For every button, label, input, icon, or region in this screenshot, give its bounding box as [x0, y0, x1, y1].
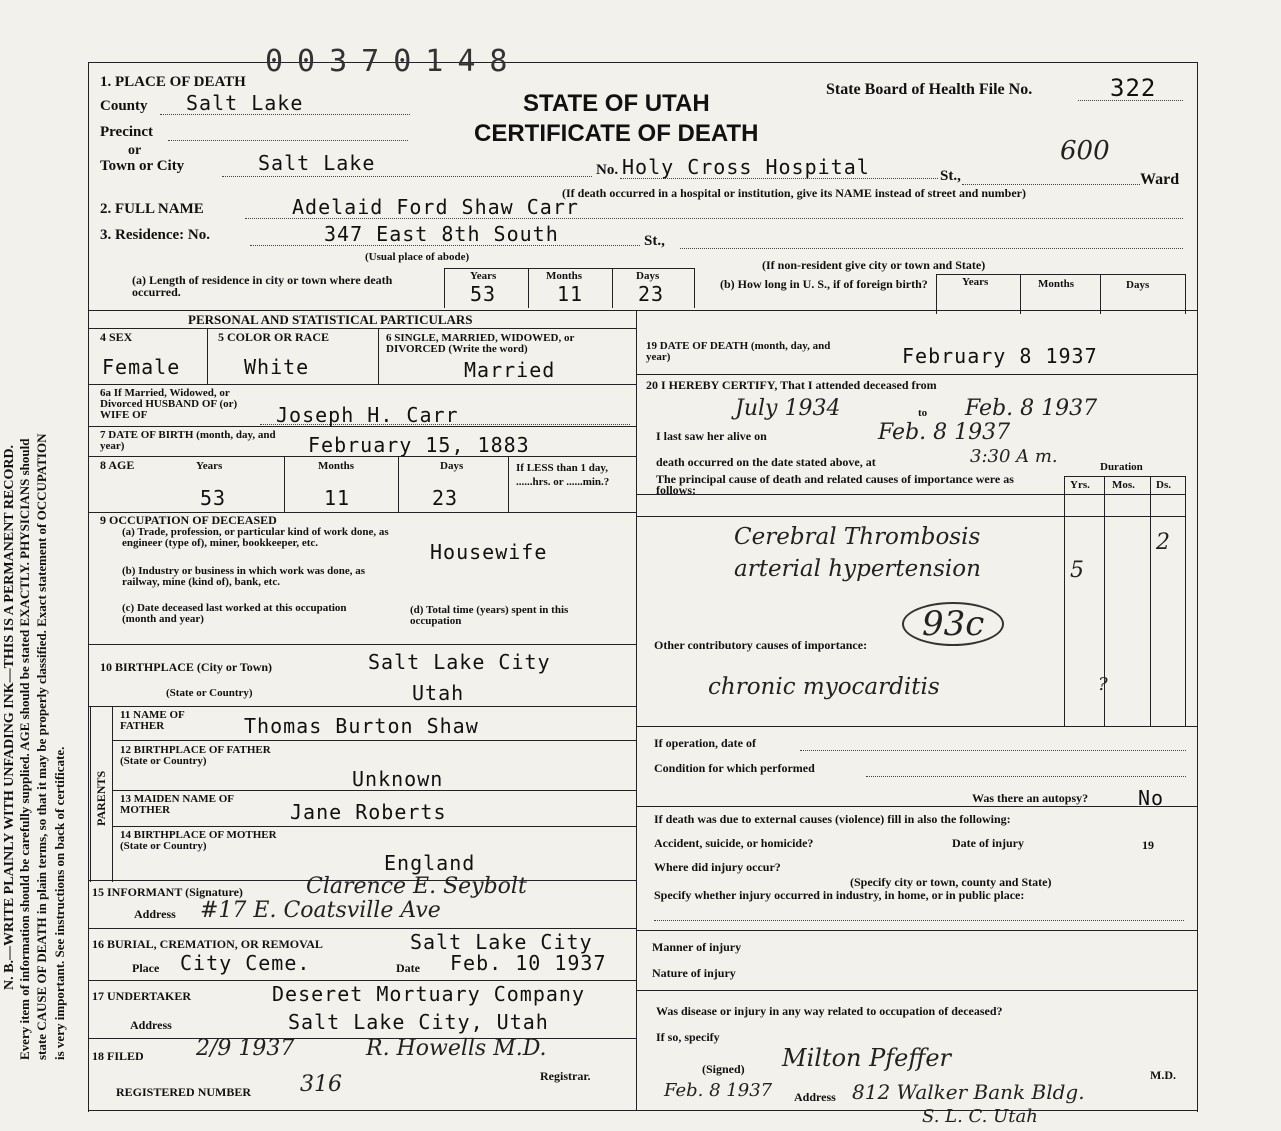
last-saw-value: Feb. 8 1937	[878, 420, 1011, 445]
attended-from: July 1934	[735, 396, 841, 421]
marital-label: 6 SINGLE, MARRIED, WIDOWED, or DIVORCED (Write the word)	[386, 332, 575, 355]
physician-city: S. L. C. Utah	[922, 1106, 1038, 1127]
filed-label: 18 FILED	[92, 1049, 144, 1063]
dod-value: February 8 1937	[902, 344, 1098, 368]
dob-value: February 15, 1883	[308, 433, 530, 457]
time-value: 3:30 A m.	[970, 446, 1058, 467]
undertaker-address: Salt Lake City, Utah	[288, 1010, 549, 1034]
res-years-label: Years	[470, 270, 497, 282]
residence-value: 347 East 8th South	[324, 222, 559, 246]
cause-code: 93c	[902, 602, 1004, 646]
md-label: M.D.	[1150, 1068, 1176, 1082]
sign-date: Feb. 8 1937	[664, 1080, 773, 1101]
registered-number-label: REGISTERED NUMBER	[116, 1085, 252, 1099]
burial-label: 16 BURIAL, CREMATION, OR REMOVAL	[92, 937, 323, 951]
manner-label: Manner of injury	[652, 940, 742, 954]
nature-label: Nature of injury	[652, 966, 736, 980]
dod-label: 19 DATE OF DEATH (month, day, and year)	[646, 340, 831, 363]
occupation-question: Was disease or injury in any way related to occupation of deceased?	[656, 1004, 1003, 1018]
contributory-value: chronic myocarditis	[708, 674, 940, 700]
less-than-label: If LESS than 1 day, ......hrs. or ......min.?	[516, 462, 610, 488]
occupation-value: Housewife	[430, 540, 548, 564]
cause-2: arterial hypertension	[734, 556, 981, 582]
age-years-label: Years	[196, 460, 223, 472]
registrar-label: Registrar.	[540, 1069, 591, 1083]
occupation-label: 9 OCCUPATION OF DECEASED	[100, 513, 277, 527]
precinct-label: Precinct	[100, 124, 154, 140]
condition-label: Condition for which performed	[654, 761, 815, 775]
state-title: STATE OF UTAH	[523, 90, 710, 117]
marital-value: Married	[464, 358, 556, 382]
occupation-a: (a) Trade, profession, or particular kind of work done, as engineer (type of), miner, bookkeeper, etc.	[122, 526, 389, 549]
industry-label: Specify whether injury occurred in industry, in home, or in public place:	[654, 888, 1025, 902]
foreign-months-label: Months	[1038, 278, 1075, 290]
serial-number: 00370148	[265, 44, 522, 79]
burial-place: Salt Lake City	[410, 930, 593, 954]
where-note: (Specify city or town, county and State)	[850, 875, 1052, 889]
father-label: 11 NAME OF FATHER	[120, 709, 185, 732]
duration-ds-label: Ds.	[1156, 479, 1171, 491]
foreign-days-label: Days	[1126, 279, 1150, 291]
color-value: White	[244, 355, 310, 379]
father-birthplace-value: Unknown	[352, 767, 444, 791]
color-label: 5 COLOR OR RACE	[218, 330, 330, 344]
foreign-years-label: Years	[962, 276, 989, 288]
res-days-label: Days	[636, 270, 660, 282]
undertaker-label: 17 UNDERTAKER	[92, 989, 192, 1003]
res-years-value: 53	[470, 282, 497, 306]
st-label: St.,	[940, 168, 961, 184]
registered-number-value: 316	[300, 1072, 342, 1097]
side-note-line2: Every item of information should be carefully supplied. AGE should be stated EXACTLY. PHYSICIANS should	[17, 438, 32, 1060]
nonres-note: (If non-resident give city or town and State)	[762, 258, 986, 272]
dob-label: 7 DATE OF BIRTH (month, day, and year)	[100, 429, 276, 452]
informant-address: #17 E. Coatsville Ave	[200, 898, 441, 923]
autopsy-label: Was there an autopsy?	[972, 791, 1089, 805]
mother-birthplace-value: England	[384, 851, 476, 875]
sex-label: 4 SEX	[100, 330, 133, 344]
side-note-line4: is very important. See instructions on back of certificate.	[52, 746, 67, 1060]
cause-1: Cerebral Thrombosis	[734, 524, 981, 550]
birthplace-state: Utah	[412, 681, 465, 705]
county-label: County	[100, 98, 148, 114]
time-label: death occurred on the date stated above, at	[656, 455, 876, 469]
registrar-signature: R. Howells M.D.	[366, 1036, 547, 1061]
undertaker-value: Deseret Mortuary Company	[272, 982, 585, 1006]
side-note-line1: N. B.—WRITE PLAINLY WITH UNFADING INK—THIS IS A PERMANENT RECORD.	[2, 444, 17, 990]
abode-note: (Usual place of abode)	[365, 251, 470, 263]
age-years-value: 53	[200, 486, 227, 510]
res-months-label: Months	[546, 270, 583, 282]
no-label: No.	[596, 162, 619, 178]
occupation-b: (b) Industry or business in which work was done, as railway, mine (kind of), bank, etc.	[122, 565, 366, 588]
county-value: Salt Lake	[186, 91, 304, 115]
place-section-label: 1. PLACE OF DEATH	[100, 74, 246, 90]
length-label: (a) Length of residence in city or town where death occurred.	[132, 273, 393, 299]
mother-value: Jane Roberts	[290, 800, 447, 824]
informant-label: 15 INFORMANT (Signature)	[92, 885, 243, 899]
personal-section-label: PERSONAL AND STATISTICAL PARTICULARS	[188, 312, 473, 327]
town-value: Salt Lake	[258, 151, 376, 175]
external-label: If death was due to external causes (violence) fill in also the following:	[654, 812, 1011, 826]
specify-label: If so, specify	[656, 1030, 720, 1044]
injury-date-label: Date of injury	[952, 836, 1024, 850]
residence-label: 3. Residence: No.	[100, 227, 210, 243]
town-label: Town or City	[100, 158, 185, 174]
age-label: 8 AGE	[100, 458, 135, 472]
birthplace-city: Salt Lake City	[368, 650, 551, 674]
contributory-label: Other contributory causes of importance:	[654, 638, 868, 652]
undertaker-address-label: Address	[130, 1018, 172, 1032]
birthplace-state-label: (State or Country)	[166, 687, 253, 699]
physician-address: 812 Walker Bank Bldg.	[852, 1080, 1085, 1104]
filed-value: 2/9 1937	[196, 1036, 295, 1061]
physician-signature: Milton Pfeffer	[782, 1044, 952, 1072]
file-number: 322	[1110, 74, 1157, 102]
age-months-label: Months	[318, 460, 355, 472]
age-days-value: 23	[432, 486, 459, 510]
last-saw-label: I last saw her alive on	[656, 429, 767, 443]
signed-label: (Signed)	[702, 1062, 745, 1076]
certificate-title: CERTIFICATE OF DEATH	[474, 120, 759, 147]
sex-value: Female	[102, 355, 181, 379]
full-name-value: Adelaid Ford Shaw Carr	[292, 195, 579, 219]
name-label: 2. FULL NAME	[100, 201, 204, 217]
autopsy-value: No	[1138, 786, 1165, 810]
spouse-label: 6a If Married, Widowed, or Divorced HUSBAND OF (or) WIFE OF	[100, 387, 238, 421]
father-value: Thomas Burton Shaw	[244, 714, 479, 738]
age-months-value: 11	[324, 486, 351, 510]
institution-value: Holy Cross Hospital	[622, 155, 870, 179]
informant-address-label: Address	[134, 907, 176, 921]
ward-label: Ward	[1140, 171, 1180, 188]
side-note-line3: state CAUSE OF DEATH in plain terms, so that it may be properly classified. Exact statement of OCCUPATION	[34, 433, 49, 1060]
birthplace-label: 10 BIRTHPLACE (City or Town)	[100, 660, 273, 674]
duration-yrs-label: Yrs.	[1070, 479, 1090, 491]
accident-label: Accident, suicide, or homicide?	[654, 836, 814, 850]
cause-1-days: 2	[1156, 530, 1170, 555]
cause-2-years: 5	[1070, 558, 1084, 583]
to-label: to	[918, 407, 928, 419]
duration-label: Duration	[1100, 461, 1143, 473]
ward-note: 600	[1060, 136, 1110, 166]
informant-signature: Clarence E. Seybolt	[306, 874, 527, 899]
res-days-value: 23	[638, 282, 665, 306]
cemetery-value: City Ceme.	[180, 951, 311, 975]
mother-label: 13 MAIDEN NAME OF MOTHER	[120, 793, 234, 816]
spouse-value: Joseph H. Carr	[276, 403, 459, 427]
mother-birthplace-label: 14 BIRTHPLACE OF MOTHER (State or Country)	[120, 829, 277, 852]
foreign-label: (b) How long in U. S., if of foreign birth?	[720, 277, 928, 291]
or-label: or	[128, 143, 142, 158]
duration-mos-label: Mos.	[1112, 479, 1135, 491]
operation-label: If operation, date of	[654, 736, 756, 750]
age-days-label: Days	[440, 460, 464, 472]
res-months-value: 11	[557, 282, 584, 306]
institution-note: (If death occurred in a hospital or institution, give its NAME instead of street and number)	[562, 186, 1027, 200]
residence-st-label: St.,	[644, 233, 665, 249]
occupation-c: (c) Date deceased last worked at this occupation (month and year)	[122, 602, 347, 625]
father-birthplace-label: 12 BIRTHPLACE OF FATHER (State or Country)	[120, 744, 271, 767]
contributory-duration: ?	[1098, 674, 1108, 695]
burial-date: Feb. 10 1937	[450, 951, 607, 975]
file-label: State Board of Health File No.	[826, 81, 1033, 98]
occupation-d: (d) Total time (years) spent in this occupation	[410, 604, 569, 627]
burial-date-label: Date	[396, 961, 420, 975]
attended-to: Feb. 8 1937	[965, 396, 1098, 421]
physician-address-label: Address	[794, 1090, 836, 1104]
where-label: Where did injury occur?	[654, 860, 781, 874]
cause-intro: The principal cause of death and related causes of importance were as follows:	[656, 472, 1014, 497]
certify-label: 20 I HEREBY CERTIFY, That I attended deceased from	[646, 378, 937, 392]
parents-label: PARENTS	[94, 770, 108, 826]
burial-place-label: Place	[132, 961, 160, 975]
injury-year-label: 19	[1142, 838, 1154, 852]
